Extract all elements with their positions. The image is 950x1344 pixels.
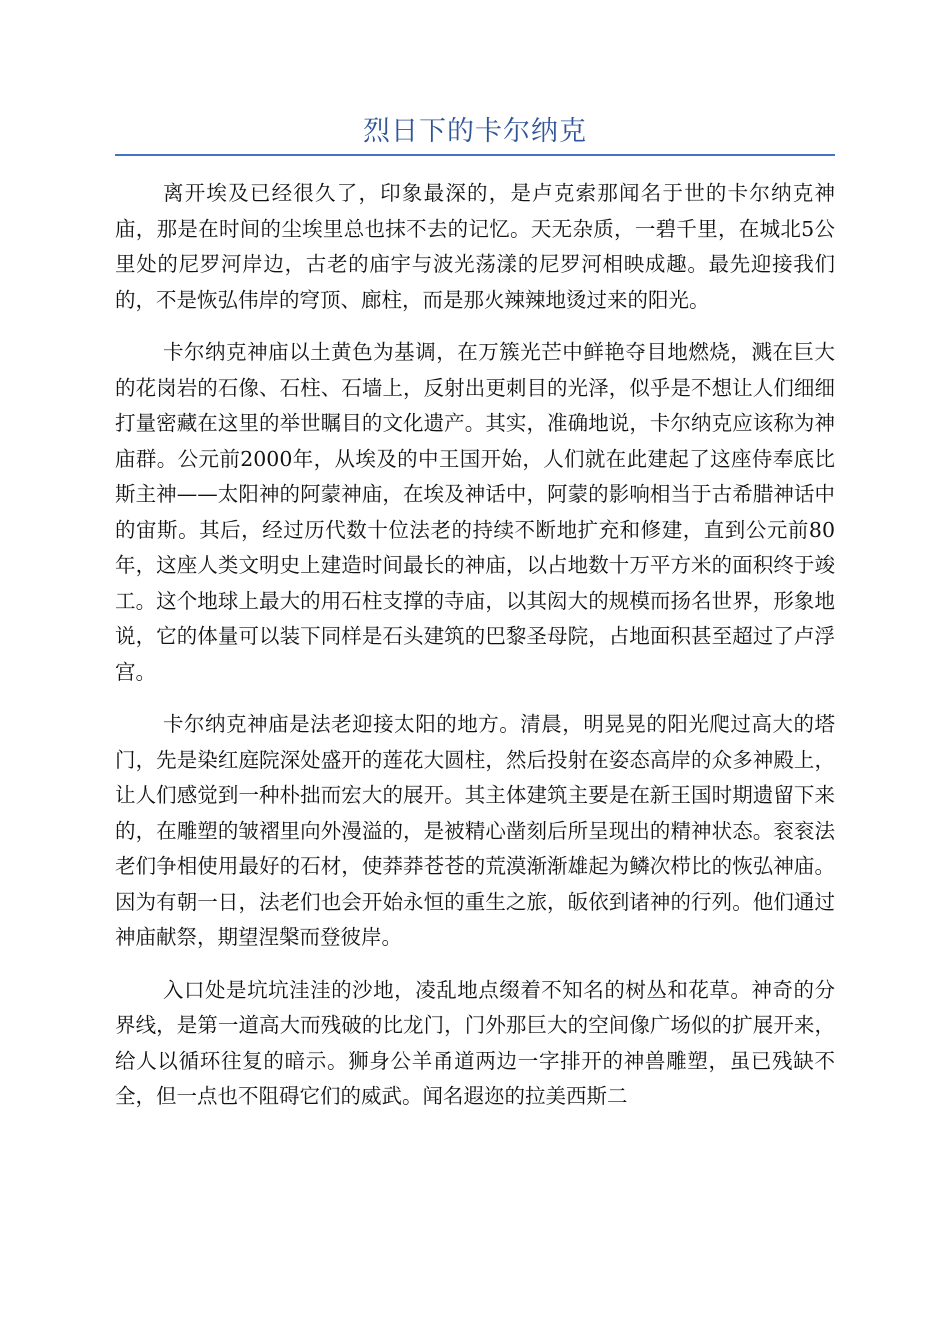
article-body <box>115 176 835 1132</box>
paragraph-1: 离开埃及已经很久了，印象最深的，是卢克索那闻名于世的卡尔纳克神庙，那是在时间的尘埃里总也抹不去的记忆。天无杂质，一碧千里，在城北5公里处的尼罗河岸边，古老的庙宇与波光荡漾的尼罗河相映成趣。最先迎接我们的，不是恢弘伟岸的穹顶、廊柱，而是那火辣辣地烫过来的阳光。 <box>115 181 835 312</box>
paragraph-2: 卡尔纳克神庙以土黄色为基调，在万簇光芒中鲜艳夺目地燃烧，溅在巨大的花岗岩的石像、石柱、石墙上，反射出更刺目的光泽，似乎是不想让人们细细打量密藏在这里的举世瞩目的文化遗产。其实，准确地说，卡尔纳克应该称为神庙群。公元前2000年，从埃及的中王国开始，人们就在此建起了这座侍奉底比斯主神——太阳神的阿蒙神庙，在埃及神话中，阿蒙的影响相当于古希腊神话中的宙斯。其后，经过历代数十位法老的持续不断地扩充和修建，直到公元前80年，这座人类文明史上建造时间最长的神庙，以占地数十万平方米的面积终于竣工。这个地球上最大的用石柱支撑的寺庙，以其闳大的规模而扬名世界，形象地说，它的体量可以装下同样是石头建筑的巴黎圣母院，占地面积甚至超过了卢浮宫。 <box>115 340 835 684</box>
paragraph-4: 入口处是坑坑洼洼的沙地，凌乱地点缀着不知名的树丛和花草。神奇的分界线，是第一道高大而残破的比龙门，门外那巨大的空间像广场似的扩展开来，给人以循环往复的暗示。狮身公羊甬道两边一字排开的神兽雕塑，虽已残缺不全，但一点也不阻碍它们的威武。闻名遐迩的拉美西斯二 <box>115 977 835 1108</box>
title-underline <box>115 154 835 156</box>
article-title: 烈日下的卡尔纳克 <box>363 116 587 147</box>
paragraph-3: 卡尔纳克神庙是法老迎接太阳的地方。清晨，明晃晃的阳光爬过高大的塔门，先是染红庭院深处盛开的莲花大圆柱，然后投射在姿态高岸的众多神殿上，让人们感觉到一种朴拙而宏大的展开。其主体建筑主要是在新王国时期遗留下来的，在雕塑的皱褶里向外漫溢的，是被精心凿刻后所呈现出的精神状态。衮衮法老们争相使用最好的石材，使莽莽苍苍的荒漠渐渐雄起为鳞次栉比的恢弘神庙。因为有朝一日，法老们也会开始永恒的重生之旅，皈依到诸神的行列。他们通过神庙献祭，期望涅槃而登彼岸。 <box>115 712 835 949</box>
